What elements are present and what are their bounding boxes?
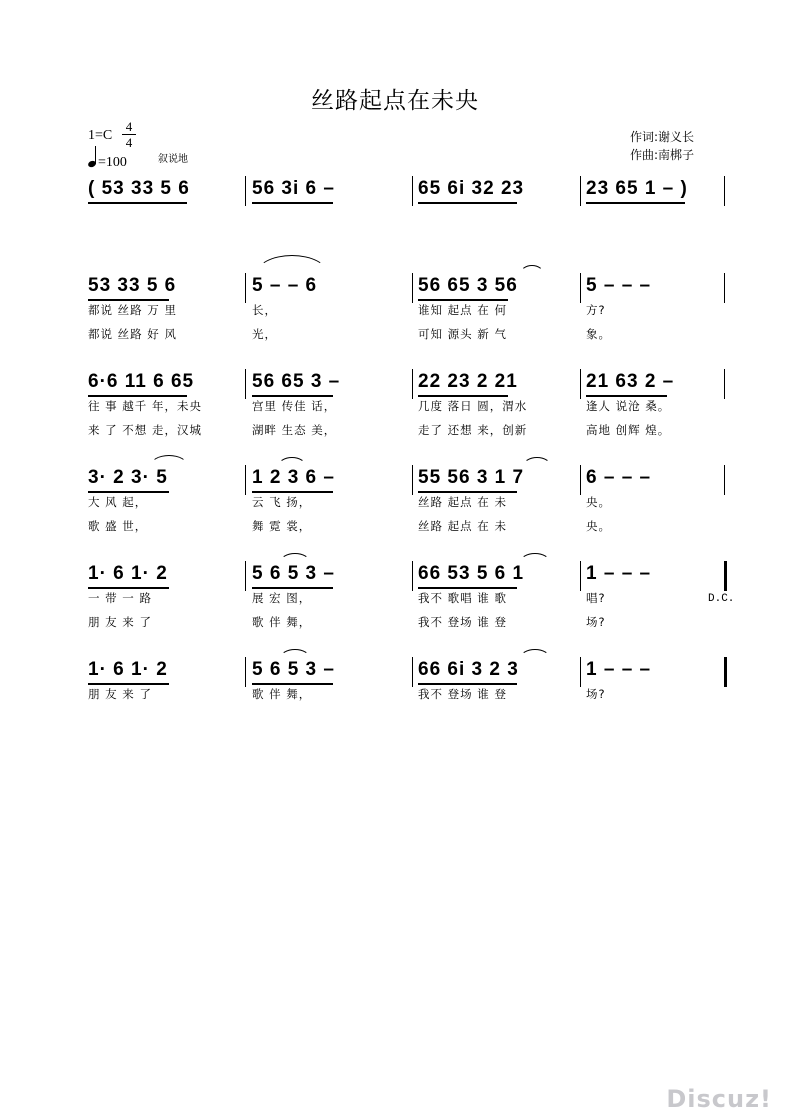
lyric-line: 方? xyxy=(586,303,606,317)
measure-notes: 6 – – – xyxy=(586,467,652,488)
measure-notes: 1 – – – xyxy=(586,563,652,584)
lyric-line: 我不 歌唱 谁 歌 xyxy=(418,591,507,605)
barline xyxy=(724,657,727,687)
composer-credit: 作曲:南梆子 xyxy=(630,148,695,162)
beam-underline xyxy=(418,491,517,493)
measure-notes: 65 6i 32 23 xyxy=(418,178,525,199)
measure-notes: 5 – – – xyxy=(586,275,652,296)
barline xyxy=(580,176,581,206)
lyric-line: 来 了 不想 走，汉城 xyxy=(88,423,202,437)
beam-underline xyxy=(252,202,333,204)
lyric-line: 央。 xyxy=(586,495,611,509)
measure-notes: 5 – – 6 xyxy=(252,275,318,296)
beam-underline xyxy=(88,491,169,493)
beam-underline xyxy=(418,299,508,301)
measure-notes: 53 33 5 6 xyxy=(88,275,177,296)
lyric-line: 我不 登场 谁 登 xyxy=(418,687,507,701)
lyric-line: 云 飞 扬， xyxy=(252,495,312,509)
barline xyxy=(412,657,413,687)
measure-notes: 1· 6 1· 2 xyxy=(88,563,168,584)
measure-notes: 3· 2 3· 5 xyxy=(88,467,168,488)
lyric-line: 一 带 一 路 xyxy=(88,591,152,605)
barline xyxy=(412,369,413,399)
measure-notes: ( 53 33 5 6 xyxy=(88,178,190,199)
barline xyxy=(580,657,581,687)
tempo-marking: =100 xyxy=(98,155,127,170)
quarter-note-stem xyxy=(95,146,96,164)
tie-arc xyxy=(520,553,550,562)
lyric-line: 歌 伴 舞， xyxy=(252,687,312,701)
barline xyxy=(412,273,413,303)
measure-notes: 6·6 11 6 65 xyxy=(88,371,195,392)
measure-notes: 21 63 2 – xyxy=(586,371,675,392)
lyric-line: 唱? xyxy=(586,591,606,605)
measure-notes: 23 65 1 – ) xyxy=(586,178,688,199)
meter-top: 4 xyxy=(125,119,133,134)
lyric-line: 宫里 传佳 话， xyxy=(252,399,337,413)
lyric-line: 象。 xyxy=(586,327,611,341)
barline xyxy=(580,465,581,495)
lyric-line: 丝路 起点 在 未 xyxy=(418,495,507,509)
beam-underline xyxy=(252,683,333,685)
measure-notes: 56 65 3 – xyxy=(252,371,341,392)
lyric-line: 朋 友 来 了 xyxy=(88,615,152,629)
barline xyxy=(245,561,246,591)
lyric-line: 丝路 起点 在 未 xyxy=(418,519,507,533)
barline xyxy=(245,273,246,303)
barline xyxy=(245,176,246,206)
lyric-line: 歌 盛 世， xyxy=(88,519,148,533)
measure-notes: 1 – – – xyxy=(586,659,652,680)
barline xyxy=(412,176,413,206)
expression-marking: 叙说地 xyxy=(158,154,188,165)
barline xyxy=(245,657,246,687)
measure-notes: 55 56 3 1 7 xyxy=(418,467,525,488)
lyric-line: 舞 霓 裳， xyxy=(252,519,312,533)
beam-underline xyxy=(418,683,517,685)
lyric-line: 场? xyxy=(586,687,606,701)
lyric-line: 光， xyxy=(252,327,277,341)
barline xyxy=(580,369,581,399)
lyric-line: 大 风 起， xyxy=(88,495,148,509)
beam-underline xyxy=(88,395,187,397)
lyric-line: 几度 落日 圆，渭水 xyxy=(418,399,528,413)
lyric-line: 走了 还想 来，创新 xyxy=(418,423,528,437)
tie-arc xyxy=(256,255,328,274)
da-capo-mark: D.C. xyxy=(708,593,735,605)
barline xyxy=(245,369,246,399)
beam-underline xyxy=(88,299,169,301)
meter-bottom: 4 xyxy=(125,135,133,150)
key-signature: 1=C xyxy=(88,128,113,143)
lyric-line: 高地 创辉 煌。 xyxy=(586,423,671,437)
tie-arc xyxy=(280,553,310,562)
lyric-line: 场? xyxy=(586,615,606,629)
tie-arc xyxy=(280,649,310,658)
barline xyxy=(724,561,727,591)
beam-underline xyxy=(418,587,517,589)
lyric-line: 湖畔 生态 美， xyxy=(252,423,337,437)
measure-notes: 1 2 3 6 – xyxy=(252,467,335,488)
tie-arc xyxy=(523,457,551,466)
beam-underline xyxy=(252,491,333,493)
lyric-line: 我不 登场 谁 登 xyxy=(418,615,507,629)
tie-arc xyxy=(520,649,550,658)
barline xyxy=(724,465,725,495)
beam-underline xyxy=(418,202,517,204)
barline xyxy=(412,465,413,495)
lyric-line: 都说 丝路 好 风 xyxy=(88,327,177,341)
barline xyxy=(580,273,581,303)
barline xyxy=(412,561,413,591)
lyric-line: 都说 丝路 万 里 xyxy=(88,303,177,317)
barline xyxy=(724,176,725,206)
measure-notes: 1· 6 1· 2 xyxy=(88,659,168,680)
lyric-line: 长， xyxy=(252,303,277,317)
barline xyxy=(245,465,246,495)
beam-underline xyxy=(418,395,508,397)
lyric-line: 朋 友 来 了 xyxy=(88,687,152,701)
measure-notes: 5 6 5 3 – xyxy=(252,659,335,680)
lyric-line: 央。 xyxy=(586,519,611,533)
beam-underline xyxy=(586,202,685,204)
measure-notes: 22 23 2 21 xyxy=(418,371,518,392)
watermark-logo: Discuz! xyxy=(666,1085,772,1113)
measure-notes: 66 53 5 6 1 xyxy=(418,563,525,584)
tie-arc xyxy=(520,265,544,274)
barline xyxy=(724,369,725,399)
lyric-line: 往 事 越千 年，未央 xyxy=(88,399,202,413)
beam-underline xyxy=(88,587,169,589)
measure-notes: 56 65 3 56 xyxy=(418,275,518,296)
lyric-line: 可知 源头 新 气 xyxy=(418,327,507,341)
beam-underline xyxy=(88,202,187,204)
lyric-line: 谁知 起点 在 何 xyxy=(418,303,507,317)
measure-notes: 66 6i 3 2 3 xyxy=(418,659,519,680)
tie-arc xyxy=(278,457,306,466)
lyric-line: 展 宏 图， xyxy=(252,591,312,605)
lyric-line: 逢人 说沧 桑。 xyxy=(586,399,671,413)
measure-notes: 5 6 5 3 – xyxy=(252,563,335,584)
lyric-line: 歌 伴 舞， xyxy=(252,615,312,629)
beam-underline xyxy=(252,395,333,397)
beam-underline xyxy=(88,683,169,685)
lyricist-credit: 作词:谢义长 xyxy=(630,130,695,144)
song-title: 丝路起点在未央 xyxy=(311,88,479,114)
measure-notes: 56 3i 6 – xyxy=(252,178,335,199)
tie-arc xyxy=(150,455,188,466)
barline xyxy=(724,273,725,303)
beam-underline xyxy=(252,587,333,589)
beam-underline xyxy=(586,395,667,397)
time-signature xyxy=(122,120,136,149)
barline xyxy=(580,561,581,591)
